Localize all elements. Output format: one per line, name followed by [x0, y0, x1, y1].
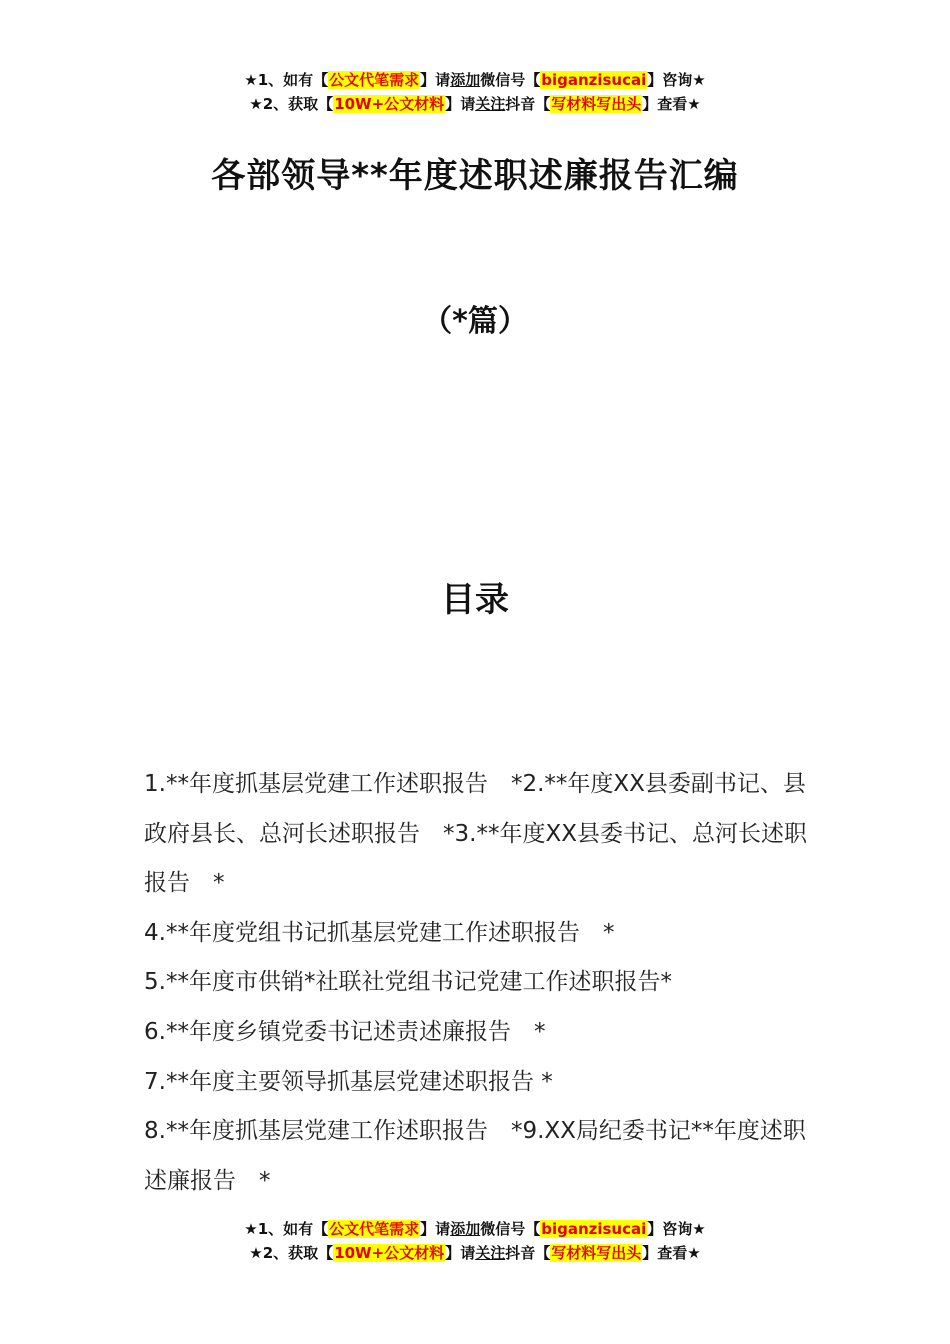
notice-text: 】请	[420, 71, 451, 89]
notice-text: 】咨询★	[647, 71, 706, 89]
notice-highlight: 10W+公文材料	[334, 1244, 445, 1262]
notice-text: 】查看★	[642, 95, 701, 113]
notice-text: ★1、如有【	[244, 1220, 329, 1238]
notice-text: 微信号【	[480, 71, 541, 89]
toc-entry[interactable]: 4.**年度党组书记抓基层党建工作述职报告 *	[144, 919, 615, 946]
notice-text: ★1、如有【	[244, 71, 329, 89]
notice-text: ★2、获取【	[249, 1244, 334, 1262]
notice-text: 抖音【	[505, 1244, 551, 1262]
notice-highlight: 写材料写出头	[551, 95, 642, 113]
notice-text: 】请	[445, 95, 476, 113]
document-subtitle: （*篇）	[422, 304, 528, 339]
notice-text: ★2、获取【	[249, 95, 334, 113]
header-notice	[0, 68, 950, 116]
toc-heading: 目录	[441, 580, 509, 620]
notice-text: 】查看★	[642, 1244, 701, 1262]
notice-highlight: 公文代笔需求	[329, 71, 420, 89]
notice-line-1	[0, 68, 950, 92]
notice-text: 】咨询★	[647, 1220, 706, 1238]
toc-entry[interactable]: 1.**年度抓基层党建工作述职报告 *2.**年度XX县委副书记、县政府县长、总河长述职报告 *3.**年度XX县委书记、总河长述职报告 *	[144, 771, 807, 897]
notice-underline: 添加	[450, 1220, 481, 1238]
notice-highlight: biganzisucai	[541, 1220, 647, 1238]
footer-notice	[0, 1217, 950, 1265]
notice-text: 】请	[420, 1220, 451, 1238]
notice-text: 】请	[445, 1244, 476, 1262]
notice-underline: 添加	[450, 71, 481, 89]
toc-entry[interactable]: 7.**年度主要领导抓基层党建述职报告 *	[144, 1068, 553, 1095]
toc-entry[interactable]: 5.**年度市供销*社联社党组书记党建工作述职报告*	[144, 969, 672, 996]
table-of-contents	[144, 760, 824, 1206]
toc-entry[interactable]: 8.**年度抓基层党建工作述职报告 *9.XX局纪委书记**年度述职述廉报告 *	[144, 1118, 806, 1194]
notice-highlight: 10W+公文材料	[334, 95, 445, 113]
notice-line-1	[0, 1217, 950, 1241]
notice-underline: 关注	[475, 95, 506, 113]
notice-line-2	[0, 92, 950, 116]
notice-text: 抖音【	[505, 95, 551, 113]
notice-line-2	[0, 1241, 950, 1265]
notice-text: 微信号【	[480, 1220, 541, 1238]
toc-entry[interactable]: 6.**年度乡镇党委书记述责述廉报告 *	[144, 1018, 546, 1045]
notice-highlight: 公文代笔需求	[329, 1220, 420, 1238]
notice-highlight: 写材料写出头	[551, 1244, 642, 1262]
notice-underline: 关注	[475, 1244, 506, 1262]
notice-highlight: biganzisucai	[541, 71, 647, 89]
document-title: 各部领导**年度述职述廉报告汇编	[211, 156, 739, 196]
